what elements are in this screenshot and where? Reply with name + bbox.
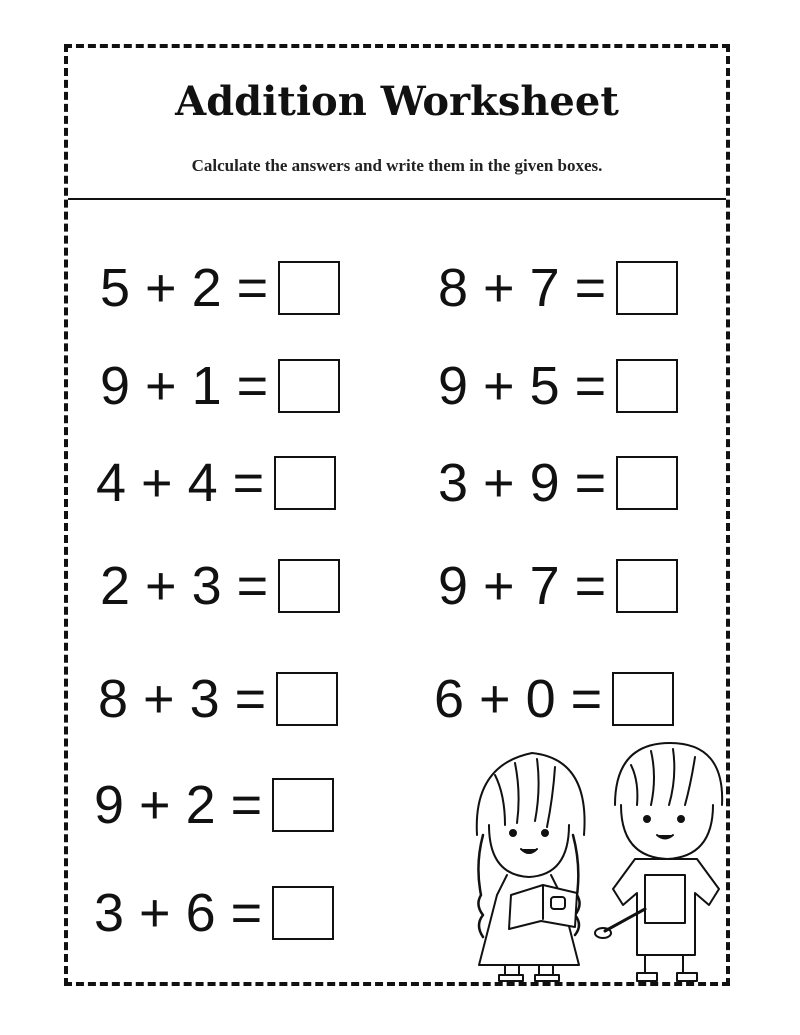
problem-expression: 9 + 2 =: [94, 775, 263, 835]
problem-row: [96, 453, 336, 513]
problem-row: [438, 453, 678, 513]
answer-box[interactable]: [278, 261, 340, 315]
answer-box[interactable]: [616, 261, 678, 315]
girl-figure: [477, 753, 585, 981]
problem-expression: 5 + 2 =: [100, 258, 269, 318]
problem-row: [94, 883, 334, 943]
problem-expression: 4 + 4 =: [96, 453, 265, 513]
problem-expression: 3 + 9 =: [438, 453, 607, 513]
problem-row: [438, 258, 678, 318]
problem-row: [100, 556, 340, 616]
answer-box[interactable]: [616, 456, 678, 510]
problem-expression: 3 + 6 =: [94, 883, 263, 943]
answer-box[interactable]: [612, 672, 674, 726]
answer-box[interactable]: [278, 559, 340, 613]
problem-expression: 8 + 3 =: [98, 669, 267, 729]
problem-expression: 9 + 1 =: [100, 356, 269, 416]
answer-box[interactable]: [272, 778, 334, 832]
problem-expression: 6 + 0 =: [434, 669, 603, 729]
answer-box[interactable]: [272, 886, 334, 940]
answer-box[interactable]: [278, 359, 340, 413]
problem-row: [98, 669, 338, 729]
problem-row: [434, 669, 674, 729]
boy-figure: [595, 743, 722, 981]
problem-expression: 9 + 7 =: [438, 556, 607, 616]
problem-expression: 2 + 3 =: [100, 556, 269, 616]
problem-row: [100, 356, 340, 416]
header-divider: [68, 198, 726, 200]
answer-box[interactable]: [616, 559, 678, 613]
problem-expression: 9 + 5 =: [438, 356, 607, 416]
problem-row: [94, 775, 334, 835]
answer-box[interactable]: [276, 672, 338, 726]
problem-row: [100, 258, 340, 318]
page-title: Addition Worksheet: [175, 78, 619, 125]
instructions: Calculate the answers and write them in the given boxes.: [191, 156, 603, 175]
problem-expression: 8 + 7 =: [438, 258, 607, 318]
answer-box[interactable]: [616, 359, 678, 413]
problem-row: [438, 556, 678, 616]
answer-box[interactable]: [274, 456, 336, 510]
children-reading-icon: [455, 735, 730, 985]
problem-row: [438, 356, 678, 416]
